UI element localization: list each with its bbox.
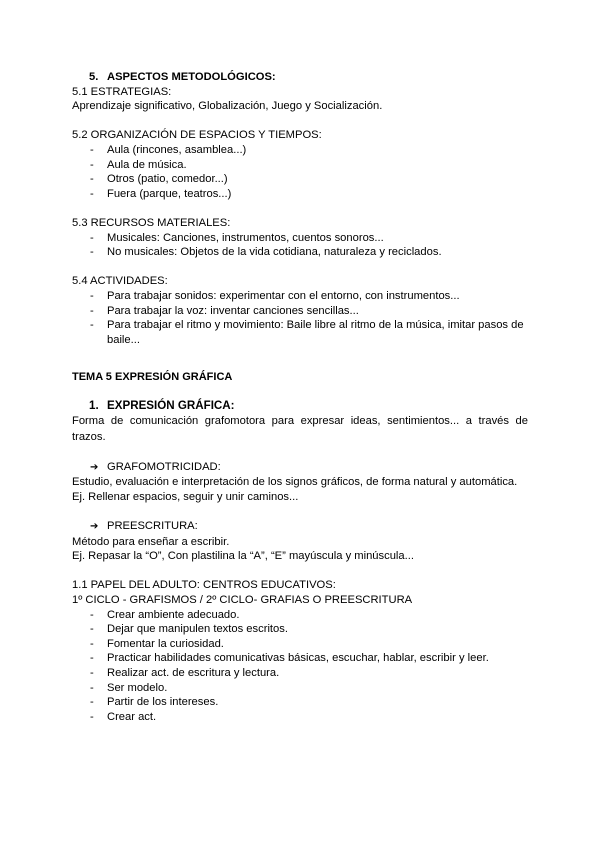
section-5-4-list xyxy=(72,289,528,347)
document-page xyxy=(72,70,528,724)
grafomotricidad-example: Ej. Rellenar espacios, seguir y unir caminos... xyxy=(72,490,299,503)
heading-number: 1. xyxy=(89,399,99,413)
section-1-1-list xyxy=(72,608,528,725)
preescritura-heading xyxy=(72,519,528,535)
grafomotricidad-title: GRAFOMOTRICIDAD: xyxy=(107,460,221,473)
section-5-heading xyxy=(72,70,528,85)
preescritura-example: Ej. Repasar la “O”, Con plastilina la “A”, “E” mayúscula y minúscula... xyxy=(72,550,414,563)
list-item: - No musicales: Objetos de la vida cotidiana, naturaleza y reciclados. xyxy=(90,246,442,259)
heading-title: EXPRESIÓN GRÁFICA: xyxy=(107,399,235,413)
tema-5-title: TEMA 5 EXPRESIÓN GRÁFICA xyxy=(72,371,233,384)
section-5-2-title: 5.2 ORGANIZACIÓN DE ESPACIOS Y TIEMPOS: xyxy=(72,129,322,142)
section-5-1-text: Aprendizaje significativo, Globalización, Juego y Socialización. xyxy=(72,100,383,113)
list-item: - Fuera (parque, teatros...) xyxy=(90,187,232,200)
definition-paragraph: Forma de comunicación grafomotora para expresar ideas, sentimientos... a través de trazos. xyxy=(72,415,528,443)
list-item: - Para trabajar el ritmo y movimiento: Baile libre al ritmo de la música, imitar pasos de baile... xyxy=(90,319,524,346)
section-5-3-list xyxy=(72,231,528,260)
list-item: - Otros (patio, comedor...) xyxy=(90,173,228,186)
section-5-number: 5. xyxy=(89,71,99,83)
expresion-grafica-heading xyxy=(72,399,528,414)
list-item: - Para trabajar la voz: inventar canciones sencillas... xyxy=(90,304,359,317)
grafomotricidad-text: Estudio, evaluación e interpretación de los signos gráficos, de forma natural y automática. xyxy=(72,476,518,489)
list-item: - Ser modelo. xyxy=(90,681,168,694)
list-item: - Dejar que manipulen textos escritos. xyxy=(90,623,288,636)
list-item: - Realizar act. de escritura y lectura. xyxy=(90,666,280,679)
section-5-title: ASPECTOS METODOLÓGICOS: xyxy=(107,71,276,83)
list-item: - Crear act. xyxy=(90,710,157,723)
list-item: - Para trabajar sonidos: experimentar con el entorno, con instrumentos... xyxy=(90,289,460,302)
section-1-1-title: 1.1 PAPEL DEL ADULTO: CENTROS EDUCATIVOS: xyxy=(72,579,336,592)
section-5-3-title: 5.3 RECURSOS MATERIALES: xyxy=(72,216,231,229)
arrow-icon: ➔ xyxy=(90,461,99,473)
arrow-icon: ➔ xyxy=(90,521,99,533)
section-5-4-title: 5.4 ACTIVIDADES: xyxy=(72,275,168,288)
list-item: - Crear ambiente adecuado. xyxy=(90,608,240,621)
preescritura-text: Método para enseñar a escribir. xyxy=(72,535,230,548)
list-item: - Aula (rincones, asamblea...) xyxy=(90,143,247,156)
list-item: - Musicales: Canciones, instrumentos, cuentos sonoros... xyxy=(90,231,384,244)
preescritura-title: PREESCRITURA: xyxy=(107,520,198,533)
list-item: - Practicar habilidades comunicativas básicas, escuchar, hablar, escribir y leer. xyxy=(90,652,489,665)
list-item: - Partir de los intereses. xyxy=(90,696,219,709)
list-item: - Fomentar la curiosidad. xyxy=(90,637,224,650)
list-item: - Aula de música. xyxy=(90,158,187,171)
grafomotricidad-heading xyxy=(72,460,528,476)
section-5-1-title: 5.1 ESTRATEGIAS: xyxy=(72,85,172,98)
section-1-1-subtitle: 1º CICLO - GRAFISMOS / 2º CICLO- GRAFIAS O PREESCRITURA xyxy=(72,594,413,606)
section-5-2-list xyxy=(72,143,528,201)
